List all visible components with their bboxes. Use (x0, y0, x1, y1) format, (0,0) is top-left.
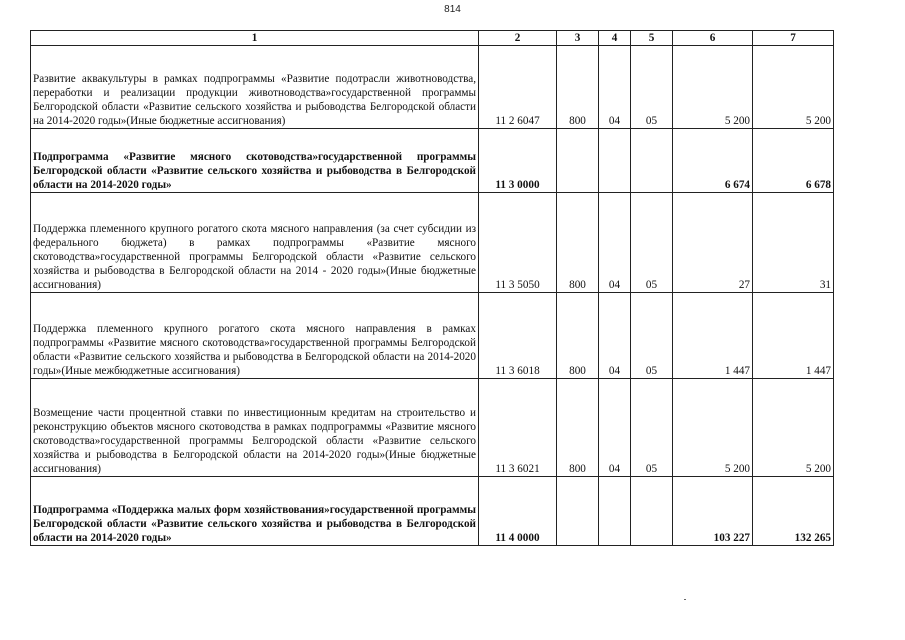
table-row (31, 379, 834, 477)
row-col7: 31 (753, 193, 834, 293)
row-description: Подпрограмма «Поддержка малых форм хозяйствования»государственной программы Белгородской области «Развитие сельского хозяйства и рыбоводства в Белгородской области на 2014-2020 годы» (31, 477, 479, 546)
row-col4: 04 (599, 379, 631, 477)
row-col7: 132 265 (753, 477, 834, 546)
row-code: 11 4 0000 (479, 477, 557, 546)
row-description: Поддержка племенного крупного рогатого скота мясного направления (за счет субсидии из федерального бюджета) в рамках подпрограммы «Развитие мясного скотоводства»государственной программы Белгородской области «Развитие сельского хозяйства и рыбоводства в Белгородской области на 2014 - 2020 годы»(Иные бюджетные ассигнования) (31, 193, 479, 293)
row-description: Возмещение части процентной ставки по инвестиционным кредитам на строительство и реконструкцию объектов мясного скотоводства в рамках подпрограммы «Развитие мясного скотоводства»государственной программы Белгородской области «Развитие сельского хозяйства и рыбоводства в Белгородской области на 2014-2020 годы»(Иные бюджетные ассигнования) (31, 379, 479, 477)
row-col7: 5 200 (753, 46, 834, 129)
row-col3: 800 (557, 293, 599, 379)
column-header-2: 2 (479, 31, 557, 46)
scan-speck (684, 599, 686, 600)
row-code: 11 3 6018 (479, 293, 557, 379)
row-col6: 1 447 (673, 293, 753, 379)
row-col3 (557, 129, 599, 193)
column-header-5: 5 (631, 31, 673, 46)
row-description: Поддержка племенного крупного рогатого скота мясного направления в рамках подпрограммы «Развитие мясного скотоводства»государственной программы Белгородской области «Развитие сельского хозяйства и рыбоводства в Белгородской области на 2014-2020 годы»(Иные межбюджетные ассигнования) (31, 293, 479, 379)
row-col3: 800 (557, 379, 599, 477)
page-number: 814 (444, 4, 461, 15)
row-description: Развитие аквакультуры в рамках подпрограммы «Развитие подотрасли животноводства, переработки и реализации продукции животноводства»государственной программы Белгородской области «Развитие сельского хозяйства и рыбоводства Белгородской области на 2014-2020 годы»(Иные бюджетные ассигнования) (31, 46, 479, 129)
column-header-3: 3 (557, 31, 599, 46)
column-header-4: 4 (599, 31, 631, 46)
row-col4 (599, 129, 631, 193)
column-header-6: 6 (673, 31, 753, 46)
row-col7: 1 447 (753, 293, 834, 379)
row-code: 11 3 6021 (479, 379, 557, 477)
table-row (31, 193, 834, 293)
row-col7: 6 678 (753, 129, 834, 193)
row-col5: 05 (631, 193, 673, 293)
row-code: 11 3 0000 (479, 129, 557, 193)
column-header-1: 1 (31, 31, 479, 46)
row-col3: 800 (557, 193, 599, 293)
row-col5 (631, 477, 673, 546)
header-row (31, 31, 834, 46)
row-col6: 5 200 (673, 46, 753, 129)
row-col4: 04 (599, 293, 631, 379)
row-col7: 5 200 (753, 379, 834, 477)
row-col4: 04 (599, 193, 631, 293)
row-code: 11 3 5050 (479, 193, 557, 293)
row-col4: 04 (599, 46, 631, 129)
table-row (31, 293, 834, 379)
row-col6: 27 (673, 193, 753, 293)
row-col5: 05 (631, 46, 673, 129)
row-col3 (557, 477, 599, 546)
table-row (31, 477, 834, 546)
table-row (31, 129, 834, 193)
row-col4 (599, 477, 631, 546)
table-row (31, 46, 834, 129)
row-code: 11 2 6047 (479, 46, 557, 129)
row-col5: 05 (631, 379, 673, 477)
budget-table (30, 30, 834, 546)
row-col6: 5 200 (673, 379, 753, 477)
row-col6: 103 227 (673, 477, 753, 546)
row-col6: 6 674 (673, 129, 753, 193)
column-header-7: 7 (753, 31, 834, 46)
row-col5 (631, 129, 673, 193)
row-col5: 05 (631, 293, 673, 379)
row-description: Подпрограмма «Развитие мясного скотоводства»государственной программы Белгородской области «Развитие сельского хозяйства и рыбоводства в Белгородской области на 2014-2020 годы» (31, 129, 479, 193)
row-col3: 800 (557, 46, 599, 129)
